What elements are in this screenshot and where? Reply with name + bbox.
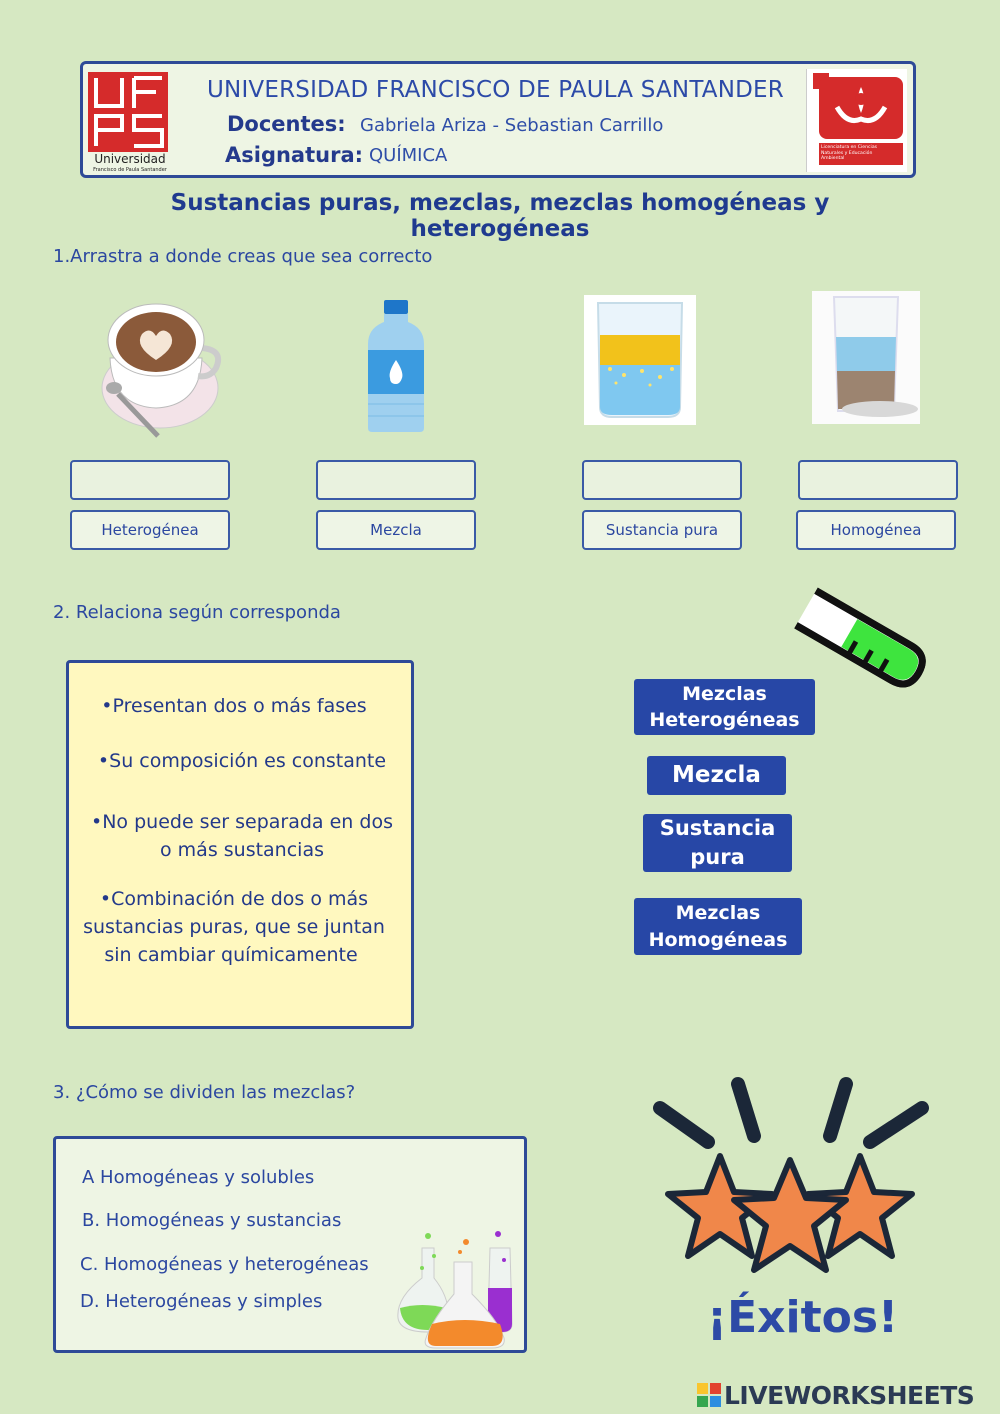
ufps-logo-caption: Universidad	[94, 152, 166, 166]
answer-sustancia-pura-line2: pura	[690, 845, 745, 869]
coffee-cup-image	[98, 298, 226, 443]
choice-a[interactable]: A Homogéneas y solubles	[82, 1167, 315, 1188]
sand-water-glass-image	[812, 291, 920, 424]
statement-2[interactable]: •Su composición es constante	[97, 750, 387, 772]
ufps-logo	[86, 70, 174, 174]
drop-zone-3[interactable]	[582, 460, 742, 500]
docentes-value: Gabriela Ariza - Sebastian Carrillo	[360, 115, 664, 136]
statement-4-line3[interactable]: sin cambiar químicamente	[104, 944, 358, 966]
statement-4-line2[interactable]: sustancias puras, que se juntan	[83, 916, 385, 938]
choice-d[interactable]: D. Heterogéneas y simples	[80, 1291, 323, 1312]
answer-sustancia-pura[interactable]	[643, 814, 792, 872]
oil-water-beaker-image	[584, 295, 696, 425]
answer-mezcla[interactable]	[647, 756, 786, 795]
drag-option-mezcla[interactable]: Mezcla	[316, 510, 476, 550]
docentes-label: Docentes:	[227, 112, 346, 136]
answer-mezclas-homogeneas-line1: Mezclas	[675, 902, 761, 924]
program-logo	[806, 69, 907, 172]
drop-zone-2[interactable]	[316, 460, 476, 500]
answer-mezclas-heterogeneas-line2: Heterogéneas	[649, 709, 800, 731]
asignatura-value: QUÍMICA	[369, 145, 448, 166]
drag-option-heterogenea[interactable]: Heterogénea	[70, 510, 230, 550]
q2-prompt: 2. Relaciona según corresponda	[53, 602, 341, 623]
water-bottle-image	[366, 298, 426, 433]
asignatura-label: Asignatura:	[225, 143, 364, 167]
ufps-logo-subcaption: Francisco de Paula Santander	[93, 167, 167, 173]
statement-3-line2[interactable]: o más sustancias	[160, 839, 324, 861]
choice-b[interactable]: B. Homogéneas y sustancias	[82, 1210, 342, 1231]
stars-icon	[650, 1076, 930, 1281]
statement-4-line1[interactable]: •Combinación de dos o más	[99, 888, 369, 910]
drop-zone-4[interactable]	[798, 460, 958, 500]
flasks-icon	[392, 1228, 524, 1350]
liveworksheets-brand: LIVEWORKSHEETS	[724, 1380, 975, 1410]
answer-mezclas-heterogeneas[interactable]	[634, 679, 815, 735]
page-title-line2: heterogéneas	[410, 216, 590, 242]
q1-prompt: 1.Arrastra a donde creas que sea correcto	[53, 246, 433, 267]
drag-option-sustancia-pura[interactable]: Sustancia pura	[582, 510, 742, 550]
answer-mezcla-line1: Mezcla	[672, 762, 761, 788]
exitos-text: ¡Éxitos!	[707, 1292, 899, 1343]
statement-1[interactable]: •Presentan dos o más fases	[101, 695, 367, 717]
page-title-line1: Sustancias puras, mezclas, mezclas homogéneas y	[170, 190, 830, 216]
program-logo-caption: Licenciatura en Ciencias Naturales y Educación Ambiental	[821, 145, 878, 161]
answer-sustancia-pura-line1: Sustancia	[659, 816, 776, 840]
page-title	[140, 190, 860, 242]
answer-mezclas-homogeneas[interactable]	[634, 898, 802, 955]
liveworksheets-icon	[697, 1383, 721, 1407]
q3-prompt: 3. ¿Cómo se dividen las mezclas?	[53, 1082, 356, 1103]
drop-zone-1[interactable]	[70, 460, 230, 500]
choice-c[interactable]: C. Homogéneas y heterogéneas	[80, 1254, 369, 1275]
liveworksheets-logo[interactable]	[697, 1380, 974, 1410]
university-name: UNIVERSIDAD FRANCISCO DE PAULA SANTANDER	[207, 77, 784, 103]
statement-3-line1[interactable]: •No puede ser separada en dos	[91, 811, 393, 833]
answer-mezclas-homogeneas-line2: Homogéneas	[648, 929, 788, 951]
drag-option-homogenea[interactable]: Homogénea	[796, 510, 956, 550]
answer-mezclas-heterogeneas-line1: Mezclas	[682, 683, 767, 705]
